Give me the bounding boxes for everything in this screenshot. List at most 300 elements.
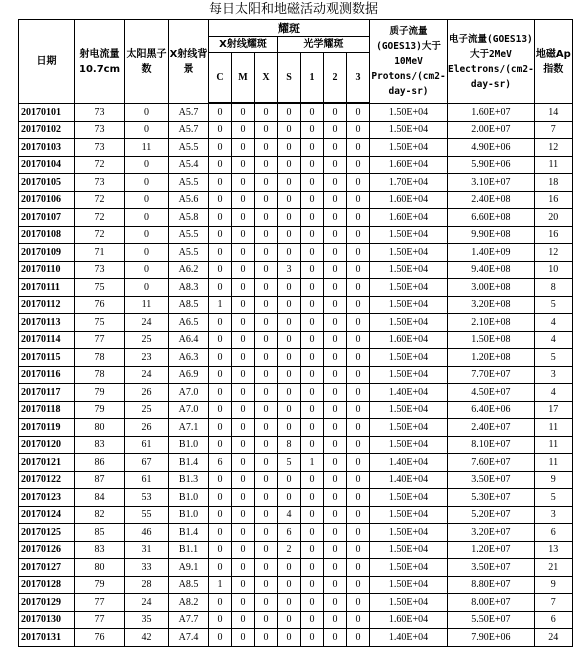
data-cell: 0 (209, 384, 232, 402)
data-cell: 1 (209, 296, 232, 314)
data-cell: 0 (125, 121, 169, 139)
data-cell: 0 (255, 296, 278, 314)
data-cell: 5 (534, 489, 572, 507)
data-cell: 0 (301, 401, 324, 419)
data-cell: 1.70E+04 (370, 174, 448, 192)
data-cell: 0 (278, 419, 301, 437)
data-cell: 6.60E+08 (448, 209, 535, 227)
data-cell: 79 (75, 576, 125, 594)
data-cell: A5.7 (169, 121, 209, 139)
data-cell: 86 (75, 454, 125, 472)
data-cell: 1.50E+04 (370, 104, 448, 122)
data-cell: 0 (347, 314, 370, 332)
data-cell: 0 (232, 244, 255, 262)
data-cell: 0 (324, 261, 347, 279)
table-row (19, 436, 573, 454)
data-cell: 24 (125, 314, 169, 332)
header-class-1: 1 (301, 53, 324, 103)
data-cell: 0 (347, 506, 370, 524)
data-cell: 17 (534, 401, 572, 419)
data-cell: A8.3 (169, 279, 209, 297)
data-cell: 23 (125, 349, 169, 367)
data-cell: 0 (278, 156, 301, 174)
date-cell: 20170121 (19, 454, 75, 472)
table-row (19, 559, 573, 577)
data-cell: 0 (255, 384, 278, 402)
data-cell: 0 (347, 401, 370, 419)
data-cell: 1.40E+04 (370, 629, 448, 647)
data-cell: 0 (301, 524, 324, 542)
data-cell: 0 (324, 384, 347, 402)
data-cell: 24 (125, 366, 169, 384)
data-cell: 11 (125, 139, 169, 157)
data-cell: 0 (278, 349, 301, 367)
data-cell: 0 (209, 471, 232, 489)
data-cell: 0 (301, 279, 324, 297)
date-cell: 20170111 (19, 279, 75, 297)
data-cell: 0 (324, 314, 347, 332)
data-cell: 0 (347, 156, 370, 174)
data-cell: 9 (534, 576, 572, 594)
data-cell: 0 (301, 121, 324, 139)
header-date: 日期 (19, 20, 75, 104)
data-cell: 1.50E+04 (370, 506, 448, 524)
data-cell: 1.50E+04 (370, 559, 448, 577)
table-row (19, 611, 573, 629)
data-cell: 1.20E+08 (448, 349, 535, 367)
table-row (19, 104, 573, 122)
data-cell: 4 (278, 506, 301, 524)
table-row (19, 454, 573, 472)
data-cell: 0 (278, 139, 301, 157)
data-cell: 5.20E+07 (448, 506, 535, 524)
data-cell: 11 (534, 436, 572, 454)
date-cell: 20170114 (19, 331, 75, 349)
data-cell: 1.50E+04 (370, 261, 448, 279)
data-cell: 0 (232, 366, 255, 384)
data-cell: 73 (75, 174, 125, 192)
data-cell: 0 (301, 576, 324, 594)
data-cell: 0 (347, 174, 370, 192)
data-cell: 0 (324, 366, 347, 384)
data-cell: 0 (255, 226, 278, 244)
data-cell: 0 (232, 331, 255, 349)
data-cell: 0 (347, 139, 370, 157)
data-cell: 1.40E+09 (448, 244, 535, 262)
data-cell: 0 (255, 541, 278, 559)
data-cell: A6.4 (169, 331, 209, 349)
data-cell: 1.60E+04 (370, 209, 448, 227)
header-class-2: 2 (324, 53, 347, 103)
data-cell: 83 (75, 541, 125, 559)
data-cell: 0 (232, 279, 255, 297)
date-cell: 20170102 (19, 121, 75, 139)
data-cell: 0 (347, 244, 370, 262)
data-cell: 0 (347, 384, 370, 402)
data-cell: 7.70E+07 (448, 366, 535, 384)
data-cell: 67 (125, 454, 169, 472)
data-cell: 1.50E+04 (370, 419, 448, 437)
data-cell: 0 (232, 576, 255, 594)
data-cell: 0 (347, 296, 370, 314)
data-cell: 0 (347, 576, 370, 594)
date-cell: 20170120 (19, 436, 75, 454)
data-cell: 0 (125, 191, 169, 209)
data-cell: 0 (232, 594, 255, 612)
date-cell: 20170110 (19, 261, 75, 279)
data-cell: 0 (347, 594, 370, 612)
data-cell: A5.5 (169, 244, 209, 262)
data-cell: 7 (534, 121, 572, 139)
data-cell: A5.5 (169, 139, 209, 157)
data-cell: 1.50E+04 (370, 436, 448, 454)
header-radio-flux: 射电流量10.7cm (75, 20, 125, 104)
data-cell: 0 (301, 156, 324, 174)
data-cell: 7.90E+06 (448, 629, 535, 647)
data-cell: 0 (209, 506, 232, 524)
data-cell: 0 (278, 576, 301, 594)
data-cell: 0 (209, 611, 232, 629)
data-cell: 0 (232, 104, 255, 122)
data-cell: 6 (278, 524, 301, 542)
data-cell: 0 (255, 524, 278, 542)
data-cell: 1.50E+04 (370, 366, 448, 384)
data-cell: 0 (232, 174, 255, 192)
header-proton-flux: 质子流量(GOES13)大于10MeV Protons/(cm2-day-sr) (370, 20, 448, 104)
data-cell: 1.50E+04 (370, 314, 448, 332)
data-cell: 1.50E+04 (370, 226, 448, 244)
data-cell: 0 (301, 191, 324, 209)
date-cell: 20170131 (19, 629, 75, 647)
data-cell: A6.3 (169, 349, 209, 367)
data-cell: 2.10E+08 (448, 314, 535, 332)
data-cell: 0 (324, 156, 347, 174)
data-cell: 0 (347, 191, 370, 209)
data-cell: 0 (232, 419, 255, 437)
data-cell: 0 (255, 436, 278, 454)
data-cell: 0 (255, 471, 278, 489)
data-cell: 0 (347, 436, 370, 454)
data-cell: 7 (534, 594, 572, 612)
data-cell: 0 (255, 191, 278, 209)
data-cell: 0 (347, 104, 370, 122)
data-cell: 0 (301, 506, 324, 524)
header-class-x: X (255, 53, 278, 103)
data-cell: 0 (232, 209, 255, 227)
data-cell: A8.2 (169, 594, 209, 612)
data-cell: 16 (534, 226, 572, 244)
data-cell: 2 (278, 541, 301, 559)
table-row (19, 594, 573, 612)
data-cell: 83 (75, 436, 125, 454)
data-cell: 0 (209, 629, 232, 647)
data-cell: 0 (278, 279, 301, 297)
data-cell: A7.7 (169, 611, 209, 629)
data-cell: 0 (324, 541, 347, 559)
data-cell: 0 (232, 611, 255, 629)
data-cell: 0 (209, 104, 232, 122)
data-cell: 0 (255, 261, 278, 279)
data-cell: 0 (125, 261, 169, 279)
data-cell: 0 (125, 209, 169, 227)
data-cell: 11 (534, 419, 572, 437)
data-cell: 0 (324, 226, 347, 244)
data-cell: 0 (209, 349, 232, 367)
data-cell: 0 (255, 121, 278, 139)
data-cell: 0 (255, 401, 278, 419)
data-cell: 1.50E+04 (370, 279, 448, 297)
data-cell: 0 (255, 314, 278, 332)
data-cell: 14 (534, 104, 572, 122)
header-xray-flare: X射线耀斑 (209, 37, 278, 53)
data-cell: 31 (125, 541, 169, 559)
data-cell: 5.30E+07 (448, 489, 535, 507)
data-cell: 0 (255, 611, 278, 629)
data-cell: A5.4 (169, 156, 209, 174)
data-cell: 55 (125, 506, 169, 524)
date-cell: 20170123 (19, 489, 75, 507)
data-cell: 0 (301, 296, 324, 314)
data-cell: 0 (324, 454, 347, 472)
date-cell: 20170108 (19, 226, 75, 244)
data-cell: 0 (232, 349, 255, 367)
date-cell: 20170117 (19, 384, 75, 402)
data-cell: 0 (209, 244, 232, 262)
data-cell: 72 (75, 226, 125, 244)
data-cell: 1.20E+07 (448, 541, 535, 559)
data-cell: 73 (75, 139, 125, 157)
data-cell: 0 (278, 209, 301, 227)
data-cell: 6 (209, 454, 232, 472)
data-cell: B1.0 (169, 506, 209, 524)
date-cell: 20170129 (19, 594, 75, 612)
data-cell: B1.4 (169, 454, 209, 472)
table-row (19, 279, 573, 297)
table-row (19, 384, 573, 402)
data-cell: 80 (75, 559, 125, 577)
table-row (19, 524, 573, 542)
data-cell: 8.00E+07 (448, 594, 535, 612)
data-cell: 35 (125, 611, 169, 629)
data-cell: 1.50E+04 (370, 296, 448, 314)
data-cell: 71 (75, 244, 125, 262)
data-cell: 5 (534, 349, 572, 367)
data-cell: A5.8 (169, 209, 209, 227)
table-row (19, 296, 573, 314)
data-cell: 0 (232, 296, 255, 314)
data-cell: 0 (255, 419, 278, 437)
data-cell: 26 (125, 384, 169, 402)
data-cell: 0 (301, 629, 324, 647)
data-cell: 0 (301, 209, 324, 227)
data-cell: 0 (255, 559, 278, 577)
data-cell: 1.50E+04 (370, 349, 448, 367)
data-cell: 0 (255, 156, 278, 174)
data-cell: 0 (125, 174, 169, 192)
data-cell: 7.60E+07 (448, 454, 535, 472)
data-cell: 0 (324, 104, 347, 122)
data-cell: 1 (301, 454, 324, 472)
data-cell: 0 (301, 244, 324, 262)
data-cell: 3.20E+07 (448, 524, 535, 542)
data-cell: 0 (209, 209, 232, 227)
data-cell: 73 (75, 261, 125, 279)
data-cell: 0 (301, 261, 324, 279)
data-cell: 20 (534, 209, 572, 227)
date-cell: 20170118 (19, 401, 75, 419)
header-sunspot-number: 太阳黑子数 (125, 20, 169, 104)
data-cell: 0 (125, 279, 169, 297)
data-cell: 0 (324, 576, 347, 594)
data-cell: 0 (209, 524, 232, 542)
data-cell: 0 (209, 419, 232, 437)
data-cell: 0 (347, 524, 370, 542)
table-row (19, 506, 573, 524)
data-cell: B1.0 (169, 489, 209, 507)
data-cell: 77 (75, 331, 125, 349)
data-cell: 1.50E+04 (370, 576, 448, 594)
data-cell: 0 (255, 576, 278, 594)
data-cell: 0 (301, 436, 324, 454)
data-cell: A6.2 (169, 261, 209, 279)
table-row (19, 139, 573, 157)
table-row (19, 331, 573, 349)
data-cell: 0 (278, 366, 301, 384)
data-cell: 3.20E+08 (448, 296, 535, 314)
data-cell: 77 (75, 611, 125, 629)
data-cell: 0 (232, 384, 255, 402)
data-cell: 13 (534, 541, 572, 559)
data-cell: 0 (324, 209, 347, 227)
table-row (19, 401, 573, 419)
data-cell: 0 (278, 226, 301, 244)
table-row (19, 226, 573, 244)
data-cell: 0 (209, 139, 232, 157)
table-row (19, 314, 573, 332)
data-cell: 4 (534, 384, 572, 402)
data-cell: 0 (278, 559, 301, 577)
data-cell: 0 (301, 471, 324, 489)
data-cell: A5.6 (169, 191, 209, 209)
table-row (19, 261, 573, 279)
data-cell: 0 (301, 611, 324, 629)
data-cell: 78 (75, 366, 125, 384)
data-cell: 8.80E+07 (448, 576, 535, 594)
data-cell: 0 (347, 226, 370, 244)
data-cell: 61 (125, 471, 169, 489)
data-cell: 1 (209, 576, 232, 594)
data-cell: 0 (324, 559, 347, 577)
date-cell: 20170101 (19, 104, 75, 122)
data-cell: 76 (75, 296, 125, 314)
data-cell: 0 (125, 156, 169, 174)
data-cell: 1.60E+04 (370, 191, 448, 209)
table-row (19, 541, 573, 559)
data-cell: 72 (75, 156, 125, 174)
data-cell: 24 (125, 594, 169, 612)
data-cell: 0 (347, 279, 370, 297)
data-cell: 9.90E+08 (448, 226, 535, 244)
data-cell: 0 (209, 261, 232, 279)
data-cell: 4 (534, 331, 572, 349)
data-cell: 3.10E+07 (448, 174, 535, 192)
date-cell: 20170104 (19, 156, 75, 174)
data-cell: 61 (125, 436, 169, 454)
data-cell: 1.50E+04 (370, 489, 448, 507)
data-cell: 0 (347, 471, 370, 489)
data-cell: 8 (278, 436, 301, 454)
data-cell: 0 (232, 121, 255, 139)
table-row (19, 209, 573, 227)
date-cell: 20170130 (19, 611, 75, 629)
table-row (19, 366, 573, 384)
data-cell: 0 (347, 559, 370, 577)
data-cell: 0 (125, 244, 169, 262)
data-cell: 84 (75, 489, 125, 507)
page-title: 每日太阳和地磁活动观测数据 (208, 2, 378, 17)
data-cell: 16 (534, 191, 572, 209)
data-cell: 0 (278, 174, 301, 192)
data-cell: 0 (301, 366, 324, 384)
data-cell: 0 (347, 541, 370, 559)
table-row (19, 349, 573, 367)
data-cell: 0 (301, 314, 324, 332)
data-cell: 0 (232, 454, 255, 472)
data-cell: 82 (75, 506, 125, 524)
data-cell: 0 (232, 524, 255, 542)
data-cell: 0 (278, 401, 301, 419)
data-cell: 0 (209, 156, 232, 174)
data-cell: 0 (347, 261, 370, 279)
data-cell: 0 (324, 471, 347, 489)
data-cell: 0 (232, 506, 255, 524)
data-cell: 0 (347, 349, 370, 367)
data-cell: 0 (324, 611, 347, 629)
date-cell: 20170106 (19, 191, 75, 209)
data-cell: 79 (75, 384, 125, 402)
data-cell: 0 (255, 139, 278, 157)
header-class-s: S (278, 53, 301, 103)
header-flare: 耀斑 (209, 20, 370, 37)
data-cell: 0 (301, 559, 324, 577)
data-cell: A8.5 (169, 296, 209, 314)
data-cell: A8.5 (169, 576, 209, 594)
data-cell: 0 (209, 559, 232, 577)
header-class-3: 3 (347, 53, 370, 103)
data-cell: 0 (301, 331, 324, 349)
data-cell: 0 (232, 226, 255, 244)
data-cell: 0 (301, 139, 324, 157)
data-cell: 1.50E+08 (448, 331, 535, 349)
table-row (19, 489, 573, 507)
data-cell: 0 (347, 209, 370, 227)
data-cell: 11 (534, 454, 572, 472)
data-cell: 0 (278, 611, 301, 629)
data-cell: 0 (324, 419, 347, 437)
data-cell: 0 (255, 629, 278, 647)
date-cell: 20170119 (19, 419, 75, 437)
data-cell: 73 (75, 121, 125, 139)
data-cell: 0 (301, 226, 324, 244)
data-cell: 1.50E+04 (370, 594, 448, 612)
data-cell: 0 (324, 279, 347, 297)
data-cell: 12 (534, 139, 572, 157)
data-cell: 87 (75, 471, 125, 489)
data-cell: 1.50E+04 (370, 139, 448, 157)
data-cell: 0 (278, 594, 301, 612)
data-cell: 73 (75, 104, 125, 122)
data-cell: 0 (255, 594, 278, 612)
